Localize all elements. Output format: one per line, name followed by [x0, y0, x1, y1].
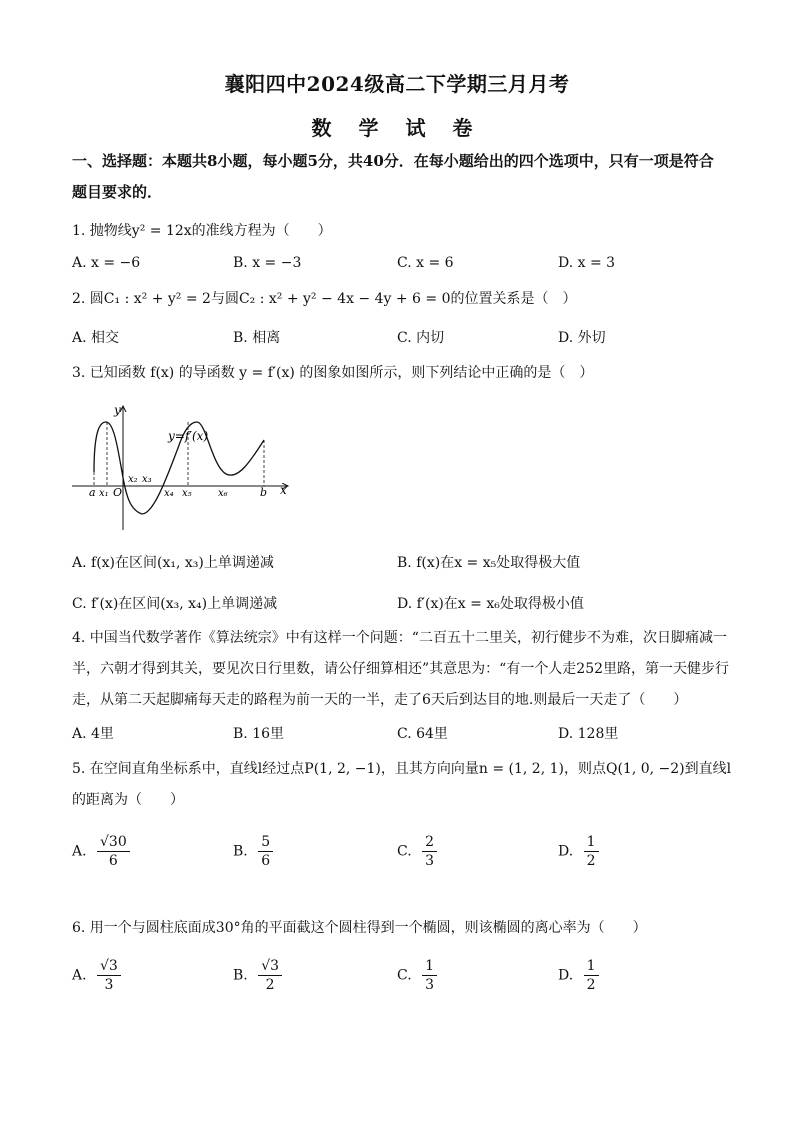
exam-subtitle: 数 学 试 卷 — [311, 116, 483, 140]
point-x4: x₄ — [164, 488, 174, 499]
point-a: a — [89, 486, 96, 499]
question-6-options — [72, 957, 732, 997]
question-5-options — [72, 833, 732, 873]
question-5-stem: 5. 在空间直角坐标系中，直线l经过点P(1, 2, −1)，且其方向向量n = (1, 2, 1)，则点Q(1, 0, −2)到直线l的距离为（ ） — [72, 761, 732, 808]
point-b: b — [260, 486, 268, 499]
option-b: B. 16里 — [233, 726, 285, 742]
option-c: C. 64里 — [397, 726, 448, 742]
option-b: B. $\frac{√3}{2}$ — [233, 957, 282, 994]
option-c: C. $\frac{2}{3}$ — [397, 833, 437, 870]
question-4-stem: 4. 中国当代数学著作《算法统宗》中有这样一个问题：“二百五十二里关，初行健步不为难，次日脚痛减一半，六朝才得到其关，要见次日行里数，请公仔细算相还”其意思为：“有一个人走252里路，第一天健步行走，从第二天起脚痛每天走的路程为前一天的一半，走了6天后到达目的地.则最后一天走了（ ） — [72, 630, 730, 708]
option-d: D. 128里 — [558, 726, 619, 742]
option-c: C. 内切 — [397, 330, 445, 346]
fraction: $\frac{1}{2}$ — [584, 833, 599, 870]
point-x2: x₂ — [128, 474, 138, 485]
derivative-graph — [70, 400, 300, 535]
option-b: B. 相离 — [233, 330, 281, 346]
option-b: B. $\frac{5}{6}$ — [233, 833, 273, 870]
fraction: $\frac{√30}{6}$ — [97, 833, 130, 870]
option-a: A. x = −6 — [72, 255, 141, 271]
option-d: D. 外切 — [558, 330, 606, 346]
fraction: $\frac{1}{3}$ — [422, 957, 437, 994]
question-1-options — [72, 255, 732, 285]
fraction: $\frac{2}{3}$ — [422, 833, 437, 870]
option-a: A. $\frac{√30}{6}$ — [72, 833, 130, 870]
graph-label: y=f′(x) — [168, 429, 209, 443]
fraction: $\frac{1}{2}$ — [584, 957, 599, 994]
axis-x-label: x — [280, 483, 287, 497]
option-a: A. f(x)在区间(x₁, x₃)上单调递减 — [72, 555, 274, 571]
option-b: B. x = −3 — [233, 255, 302, 271]
question-1-stem: 1. 抛物线y² = 12x的准线方程为（ ） — [72, 223, 332, 239]
point-x5: x₅ — [182, 488, 192, 499]
fraction: $\frac{√3}{2}$ — [258, 957, 282, 994]
fraction: $\frac{√3}{3}$ — [97, 957, 121, 994]
question-6-stem: 6. 用一个与圆柱底面成30°角的平面截这个圆柱得到一个椭圆，则该椭圆的离心率为（ ） — [72, 920, 647, 936]
question-2-stem: 2. 圆C₁ : x² + y² = 2与圆C₂ : x² + y² − 4x − 4y + 6 = 0的位置关系是（ ） — [72, 291, 577, 307]
option-c: C. x = 6 — [397, 255, 454, 271]
option-d: D. $\frac{1}{2}$ — [558, 957, 599, 994]
option-a: A. 4里 — [72, 726, 114, 742]
point-x1: x₁ — [99, 488, 109, 499]
option-c: C. $\frac{1}{3}$ — [397, 957, 437, 994]
point-x3: x₃ — [142, 474, 152, 485]
option-a: A. $\frac{√3}{3}$ — [72, 957, 121, 994]
question-3-options-row1 — [72, 552, 732, 582]
exam-title: 襄阳四中2024级高二下学期三月月考 — [224, 72, 570, 96]
option-a: A. 相交 — [72, 330, 120, 346]
point-x6: x₆ — [218, 488, 228, 499]
origin-label: O — [113, 486, 123, 499]
question-3-stem: 3. 已知函数 f(x) 的导函数 y = f′(x) 的图象如图所示，则下列结论中正确的是（ ） — [72, 365, 594, 381]
question-2-options — [72, 327, 732, 357]
option-d: D. f′(x)在x = x₆处取得极小值 — [397, 596, 584, 612]
question-4-options — [72, 723, 732, 753]
fraction: $\frac{5}{6}$ — [258, 833, 273, 870]
option-c: C. f′(x)在区间(x₃, x₄)上单调递减 — [72, 596, 278, 612]
option-b: B. f(x)在x = x₅处取得极大值 — [397, 555, 581, 571]
option-d: D. x = 3 — [558, 255, 616, 271]
axis-y-label: y — [114, 403, 121, 417]
question-3-options-row2 — [72, 593, 732, 623]
option-d: D. $\frac{1}{2}$ — [558, 833, 599, 870]
section-heading: 一、选择题：本题共8小题，每小题5分，共40分．在每小题给出的四个选项中，只有一项是符合题目要求的． — [72, 152, 714, 201]
